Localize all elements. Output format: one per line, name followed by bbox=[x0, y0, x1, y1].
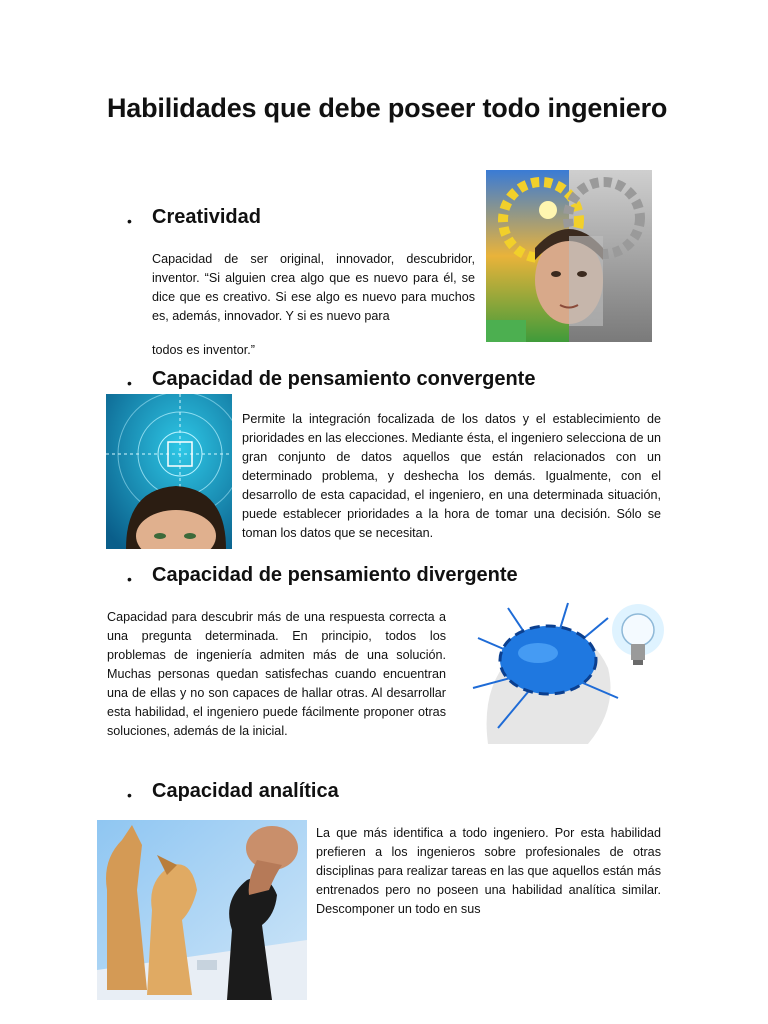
chess-pieces-icon bbox=[97, 820, 307, 1000]
section-heading-creatividad: Creatividad bbox=[152, 206, 261, 228]
section-paragraph-divergente: Capacidad para descubrir más de una respuesta correcta a una pregunta determinada. En principio, todos los problemas de ingeniería admiten más de una solución. Muchas personas quedan satisfechas cuando encuentran una de ellas y no son capaces de hallar otras. Al desarrollar esta habilidad, el ingeniero puede fácilmente proponer otras soluciones, además de la inicial. bbox=[107, 610, 446, 738]
section-paragraph-creatividad-tail: todos es inventor.” bbox=[152, 343, 255, 357]
section-paragraph-analitica: La que más identifica a todo ingeniero. Por esta habilidad prefieren a los ingenieros sobre profesionales de otras disciplinas para realizar tareas en las que aquellos están más entrenados pero no poseen una habilidad analítica similar. Descomponer un todo en sus bbox=[316, 826, 661, 916]
bullet: • bbox=[127, 571, 132, 587]
bullet: • bbox=[127, 375, 132, 391]
bullet: • bbox=[127, 787, 132, 803]
section-paragraph-creatividad: Capacidad de ser original, innovador, descubridor, inventor. “Si alguien crea algo que es nuevo para él, se dice que es creativo. Si ese algo es nuevo para muchos es, además, innovador. Y si es nuevo para bbox=[152, 252, 475, 323]
section-heading-divergente: Capacidad de pensamiento divergente bbox=[152, 564, 518, 586]
section-heading-analitica: Capacidad analítica bbox=[152, 780, 339, 802]
gears-face-icon bbox=[486, 170, 652, 342]
brain-lightbulb-icon bbox=[468, 598, 664, 744]
target-head-icon bbox=[106, 394, 232, 549]
page-title: Habilidades que debe poseer todo ingeniero bbox=[107, 93, 668, 123]
bullet: • bbox=[127, 213, 132, 229]
section-heading-convergente: Capacidad de pensamiento convergente bbox=[152, 368, 536, 390]
section-paragraph-convergente: Permite la integración focalizada de los datos y el establecimiento de prioridades en las elecciones. Mediante ésta, el ingeniero selecciona de un gran conjunto de datos aquellos que están relacionados con un determinado problema, y deshecha los demás. Igualmente, con el desarrollo de esta capacidad, el ingeniero, en una determinada situación, puede establecer prioridades a la hora de tomar una decisión. Sólo se toman los datos que se necesitan. bbox=[242, 412, 661, 540]
